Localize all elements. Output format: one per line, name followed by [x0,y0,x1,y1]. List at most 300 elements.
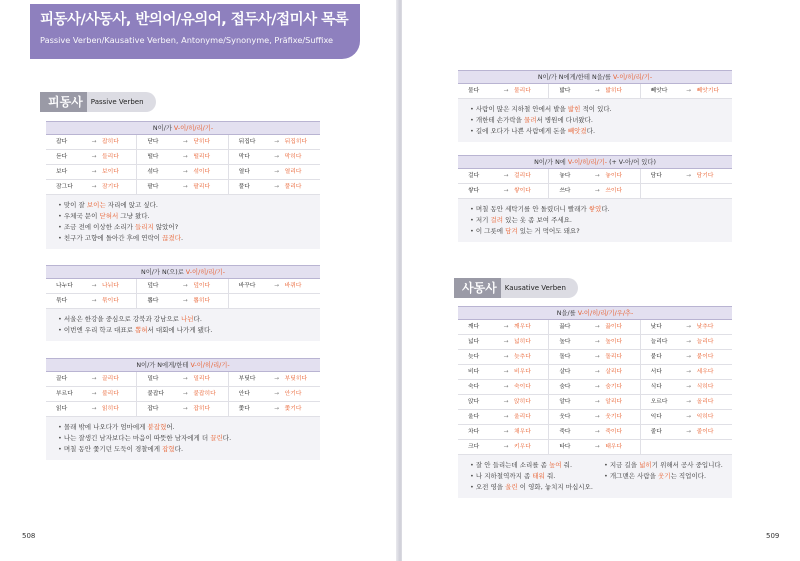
base-verb: 타다 [559,443,571,450]
verb-pair [458,169,549,184]
block-header [46,358,320,372]
derived-verb: 늦추다 [514,353,531,360]
sentence-text: 맞이 잘 [63,201,87,209]
sentence-text: 자리에 앉고 싶다. [105,201,158,209]
verb-pair [641,84,732,99]
derived-verb: 알리다 [605,398,623,405]
page-number-right: 509 [766,532,780,540]
verb-pair [229,294,320,309]
verb-pair [458,320,549,335]
example-sentence [470,204,732,215]
verb-pair [46,279,137,294]
base-verb: 잡다 [147,405,159,412]
base-verb: 담다 [650,172,662,179]
noun-pattern: N이/가 N에 [534,159,568,166]
base-verb: 보다 [56,168,68,175]
derived-verb: 낮추다 [696,323,714,330]
highlight-verb: 닫혀서 [99,212,119,220]
chapter-banner [30,4,360,59]
verb-pair [137,135,228,150]
base-verb: 알다 [559,398,571,405]
verb-pattern: V-이/히/리/기- [185,269,225,276]
verb-pair [641,425,732,440]
derived-verb: 숙이다 [514,383,531,390]
highlight-verb: 물려 [524,116,537,124]
sentence-text: 서 병원에 다녀왔다. [536,116,593,124]
derived-verb: 세우다 [696,368,714,375]
noun-pattern: (+ V-아/어 있다) [607,159,656,166]
derived-verb: 안기다 [284,390,302,397]
arrow-icon: → [594,428,600,435]
base-verb: 풀다 [238,183,250,190]
highlight-verb: 끊겼다 [162,234,181,242]
base-verb: 서다 [650,368,662,375]
verb-pair [641,365,732,380]
arrow-icon: → [91,390,97,397]
sentence-text: 몰래 밖에 나오다가 엄마에게 [63,423,148,431]
sentence-text: 이 그릇에 [475,227,506,235]
block-header [46,121,320,135]
verb-pair [549,440,640,455]
verb-pair [458,335,549,350]
verb-pair [549,395,640,410]
verb-pair [458,365,549,380]
arrow-icon: → [274,153,280,160]
highlight-verb: 뽑혀 [134,326,148,334]
derived-verb: 익히다 [696,413,714,420]
verb-pair [549,169,640,184]
derived-verb: 잠기다 [102,183,119,190]
sentence-text: 있는 옷 좀 보여 주세요. [503,216,573,224]
base-verb: 막다 [238,153,250,160]
derived-verb: 불리다 [102,390,119,397]
chapter-title: 피동사/사동사, 반의어/유의어, 접두사/접미사 목록 [40,12,349,28]
base-verb: 바꾸다 [238,282,256,289]
derived-verb: 밀리다 [193,375,211,382]
noun-pattern: N이/가 N에게/한테 [136,362,191,369]
sentence-text: 우체국 문이 [63,212,100,220]
sentence-text: 저기 [475,216,491,224]
derived-verb: 섞이다 [193,168,211,175]
derived-verb: 보이다 [102,168,119,175]
sentence-text: 나 지하철역까지 좀 [475,472,533,480]
derived-verb: 밟히다 [605,87,623,94]
base-verb: 쌓다 [468,187,480,194]
derived-verb: 닫히다 [193,138,211,145]
verb-grid [458,320,732,455]
verb-pair [137,150,228,165]
example-sentence [470,471,598,482]
block-header [458,155,732,169]
verb-pair [549,365,640,380]
verb-pair [46,180,137,195]
base-verb: 뽑다 [147,297,159,304]
arrow-icon: → [182,390,188,397]
derived-verb: 죽이다 [605,428,623,435]
section-label-causative [454,278,578,298]
sentence-text: 는 직업이다. [670,472,707,480]
verb-pattern: V-이/히/리/기- [173,125,214,132]
arrow-icon: → [91,183,97,190]
verb-pair [641,350,732,365]
verb-pair [229,150,320,165]
sentence-text: 오전 영을 [475,483,506,491]
highlight-verb: 울린 [505,483,518,491]
sentence-text: . [181,234,184,242]
base-verb: 읽다 [56,405,68,412]
sentence-text: 조금 전에 이상한 소리가 [63,223,135,231]
base-verb: 열다 [238,168,250,175]
example-sentence [58,211,320,222]
arrow-icon: → [503,443,509,450]
base-verb: 크다 [468,443,480,450]
base-verb: 잠그다 [56,183,73,190]
arrow-icon: → [91,168,97,175]
base-verb: 차다 [468,428,480,435]
base-verb: 덮다 [147,282,159,289]
causative-block [458,306,732,498]
noun-pattern: N이/가 N에게/한테 N을/를 [537,74,613,81]
verb-pair [229,372,320,387]
verb-grid [458,84,732,99]
example-sentence [58,422,320,433]
sentence-text: 다. [193,315,202,323]
base-verb: 오르다 [650,398,668,405]
derived-verb: 쫓기다 [284,405,302,412]
base-verb: 안다 [238,390,250,397]
base-verb: 쓰다 [559,187,571,194]
verb-grid [46,372,320,417]
verb-pair [549,425,640,440]
derived-verb: 들리다 [102,153,119,160]
passive-block-1 [46,121,320,249]
highlight-verb: 밟힌 [567,105,581,113]
sentence-text: 않았어? [153,223,179,231]
base-verb: 놓다 [559,172,571,179]
verb-pair [549,350,640,365]
passive-block-5 [458,155,732,242]
arrow-icon: → [274,375,280,382]
derived-verb: 뽑히다 [193,297,211,304]
verb-pair [458,380,549,395]
sentence-text: 이 영화, 놓치지 마십시오. [517,483,593,491]
base-verb: 숙다 [468,383,480,390]
base-verb: 넓다 [468,338,480,345]
verb-pair [137,387,228,402]
section-title-ko: 피동사 [40,92,87,112]
base-verb: 식다 [650,383,662,390]
verb-pair [641,184,732,199]
section-title-en: Passive Verben [90,98,144,106]
derived-verb: 빼앗기다 [696,87,720,94]
derived-verb: 막히다 [284,153,302,160]
arrow-icon: → [91,153,97,160]
verb-pattern: V-이/히/리/기- [567,159,608,166]
arrow-icon: → [182,183,188,190]
base-verb: 늦다 [468,353,480,360]
verb-pair [137,372,228,387]
verb-pair [229,387,320,402]
arrow-icon: → [594,368,600,375]
arrow-icon: → [686,383,692,390]
verb-pair [46,165,137,180]
derived-verb: 줄이다 [696,428,714,435]
sentence-text: 개한테 손가락을 [475,116,524,124]
sentence-text: 줘. [561,461,573,469]
derived-verb: 떨리다 [193,153,211,160]
base-verb: 듣다 [56,153,68,160]
derived-verb: 돌리다 [605,353,623,360]
verb-pair [229,165,320,180]
passive-block-3 [46,358,320,460]
arrow-icon: → [182,168,188,175]
highlight-verb: 높여 [549,461,562,469]
base-verb: 밀다 [147,375,159,382]
sentence-text: 다. [586,127,596,135]
verb-pair [641,169,732,184]
sentence-text: 적이 있다. [580,105,612,113]
arrow-icon: → [503,398,509,405]
derived-verb: 나뉘다 [102,282,119,289]
verb-pair [229,402,320,417]
arrow-icon: → [686,413,692,420]
derived-verb: 숨기다 [605,383,623,390]
derived-verb: 웃기다 [605,413,623,420]
arrow-icon: → [594,398,600,405]
noun-pattern: N을/를 [556,310,578,317]
sentence-text: 그냥 왔다. [118,212,150,220]
derived-verb: 넓히다 [514,338,531,345]
highlight-verb: 끌린 [210,434,223,442]
arrow-icon: → [594,87,600,94]
sentence-text: 다. [601,205,610,213]
verb-pair [549,84,640,99]
verb-pair [549,380,640,395]
base-verb: 쫓다 [238,405,250,412]
arrow-icon: → [274,390,280,397]
verb-pair [549,410,640,425]
base-verb: 부딪다 [238,375,256,382]
derived-verb: 놓이다 [605,172,623,179]
derived-verb: 잡히다 [102,138,119,145]
derived-verb: 태우다 [605,443,623,450]
arrow-icon: → [686,428,692,435]
base-verb: 늘리다 [650,338,668,345]
derived-verb: 채우다 [514,428,531,435]
example-sentence [58,314,320,325]
section-label-passive [40,92,156,112]
sentence-text: 이번엔 우리 학교 대표로 [63,326,135,334]
noun-pattern: N이/가 N(으)로 [141,269,186,276]
highlight-verb: 붙잡혔 [147,423,167,431]
derived-verb: 붙잡히다 [193,390,216,397]
highlight-verb: 웃기 [658,472,671,480]
base-verb: 나누다 [56,282,73,289]
block-header [46,265,320,279]
arrow-icon: → [594,413,600,420]
verb-pair [641,410,732,425]
example-sentence [470,104,732,115]
arrow-icon: → [594,383,600,390]
base-verb: 걸다 [468,172,480,179]
highlight-verb: 들리지 [134,223,154,231]
arrow-icon: → [503,368,509,375]
sentence-text: 서 대회에 나가게 됐다. [147,326,213,334]
base-verb: 깨다 [468,323,480,330]
derived-verb: 올리다 [696,398,714,405]
arrow-icon: → [182,153,188,160]
example-sentence [58,233,320,244]
arrow-icon: → [594,187,600,194]
base-verb: 빼앗다 [650,87,668,94]
base-verb: 웃다 [559,413,571,420]
verb-pair [46,402,137,417]
arrow-icon: → [274,282,280,289]
verb-pair [46,294,137,309]
base-verb: 붙잡다 [147,390,165,397]
right-page [402,0,800,561]
base-verb: 앉다 [468,398,480,405]
sentence-text: 어. [166,423,175,431]
derived-verb: 끌리다 [102,375,119,382]
base-verb: 떨다 [147,153,159,160]
verb-grid [46,135,320,195]
base-verb: 높다 [559,338,571,345]
arrow-icon: → [503,187,509,194]
base-verb: 잡다 [56,138,68,145]
example-sentence [470,482,598,493]
derived-verb: 바뀌다 [284,282,302,289]
verb-pair [458,84,549,99]
verb-pair [458,184,549,199]
arrow-icon: → [182,282,188,289]
arrow-icon: → [686,398,692,405]
sentence-text: 기 위해서 공사 중입니다. [651,461,723,469]
derived-verb: 키우다 [514,443,531,450]
arrow-icon: → [686,353,692,360]
example-sentence [58,325,320,336]
base-verb: 섞다 [147,168,159,175]
sentence-text: 길에 오다가 나쁜 사람에게 돈을 [475,127,568,135]
arrow-icon: → [503,383,509,390]
highlight-verb: 넓히 [639,461,652,469]
arrow-icon: → [594,353,600,360]
arrow-icon: → [686,87,692,94]
derived-verb: 풀리다 [284,183,302,190]
arrow-icon: → [274,168,280,175]
block-header [458,70,732,84]
derived-verb: 식히다 [696,383,714,390]
sentence-text: 개그맨은 사람을 [609,472,658,480]
arrow-icon: → [182,297,188,304]
verb-pair [137,279,228,294]
verb-pair [229,135,320,150]
base-verb: 닫다 [147,138,159,145]
example-sentence [58,222,320,233]
base-verb: 줄다 [650,428,662,435]
verb-pair [641,440,732,455]
verb-pair [641,335,732,350]
example-list [458,455,732,498]
derived-verb: 담기다 [696,172,714,179]
sentence-text: 며칠 동안 쫓기던 도둑이 경찰에게 [63,445,163,453]
arrow-icon: → [686,172,692,179]
verb-pair [46,135,137,150]
base-verb: 익다 [650,413,662,420]
example-sentence [470,126,732,137]
base-verb: 끓다 [559,323,571,330]
derived-verb: 살리다 [605,368,623,375]
arrow-icon: → [594,443,600,450]
verb-pair [458,410,549,425]
base-verb: 살다 [559,368,571,375]
arrow-icon: → [594,338,600,345]
base-verb: 밟다 [559,87,571,94]
arrow-icon: → [686,338,692,345]
derived-verb: 쌓이다 [514,187,531,194]
highlight-verb: 걸려 [490,216,504,224]
highlight-verb: 담겨 [505,227,518,235]
arrow-icon: → [91,282,97,289]
sentence-text: 서울은 한강을 중심으로 강북과 강남으로 [63,315,181,323]
derived-verb: 앉히다 [514,398,531,405]
verb-grid [458,169,732,199]
verb-pair [46,387,137,402]
arrow-icon: → [503,87,509,94]
base-verb: 부르다 [56,390,73,397]
arrow-icon: → [594,323,600,330]
derived-verb: 부딪히다 [284,375,308,382]
example-list [458,99,732,142]
example-sentence [470,460,598,471]
sentence-text: 며칠 동안 세탁기를 안 돌렸더니 빨래가 [475,205,589,213]
derived-verb: 붙이다 [696,353,714,360]
arrow-icon: → [91,405,97,412]
sentence-text: 있는 거 먹어도 돼요? [517,227,580,235]
example-list [46,309,320,341]
verb-pair [641,395,732,410]
sentence-text: 다. [222,434,232,442]
sentence-text: 지금 길을 [609,461,640,469]
chapter-subtitle: Passive Verben/Kausative Verben, Antonyme/Synonyme, Präfixe/Suffixe [40,35,334,45]
base-verb: 묶다 [56,297,68,304]
arrow-icon: → [686,368,692,375]
base-verb: 비다 [468,368,480,375]
derived-verb: 뒤집히다 [284,138,308,145]
arrow-icon: → [91,375,97,382]
highlight-verb: 보이는 [86,201,106,209]
derived-verb: 높이다 [605,338,623,345]
arrow-icon: → [182,375,188,382]
example-list [458,199,732,242]
left-page [0,0,398,561]
arrow-icon: → [274,183,280,190]
arrow-icon: → [274,405,280,412]
sentence-text: 줘. [544,472,556,480]
verb-pair [137,165,228,180]
derived-verb: 묶이다 [102,297,119,304]
arrow-icon: → [503,323,509,330]
sentence-text: 잘 안 들리는데 소리를 좀 [475,461,550,469]
base-verb: 돌다 [559,353,571,360]
derived-verb: 덮이다 [193,282,211,289]
arrow-icon: → [503,428,509,435]
verb-pair [137,180,228,195]
arrow-icon: → [274,138,280,145]
verb-pair [458,425,549,440]
derived-verb: 끓이다 [605,323,623,330]
highlight-verb: 쌓였 [588,205,602,213]
